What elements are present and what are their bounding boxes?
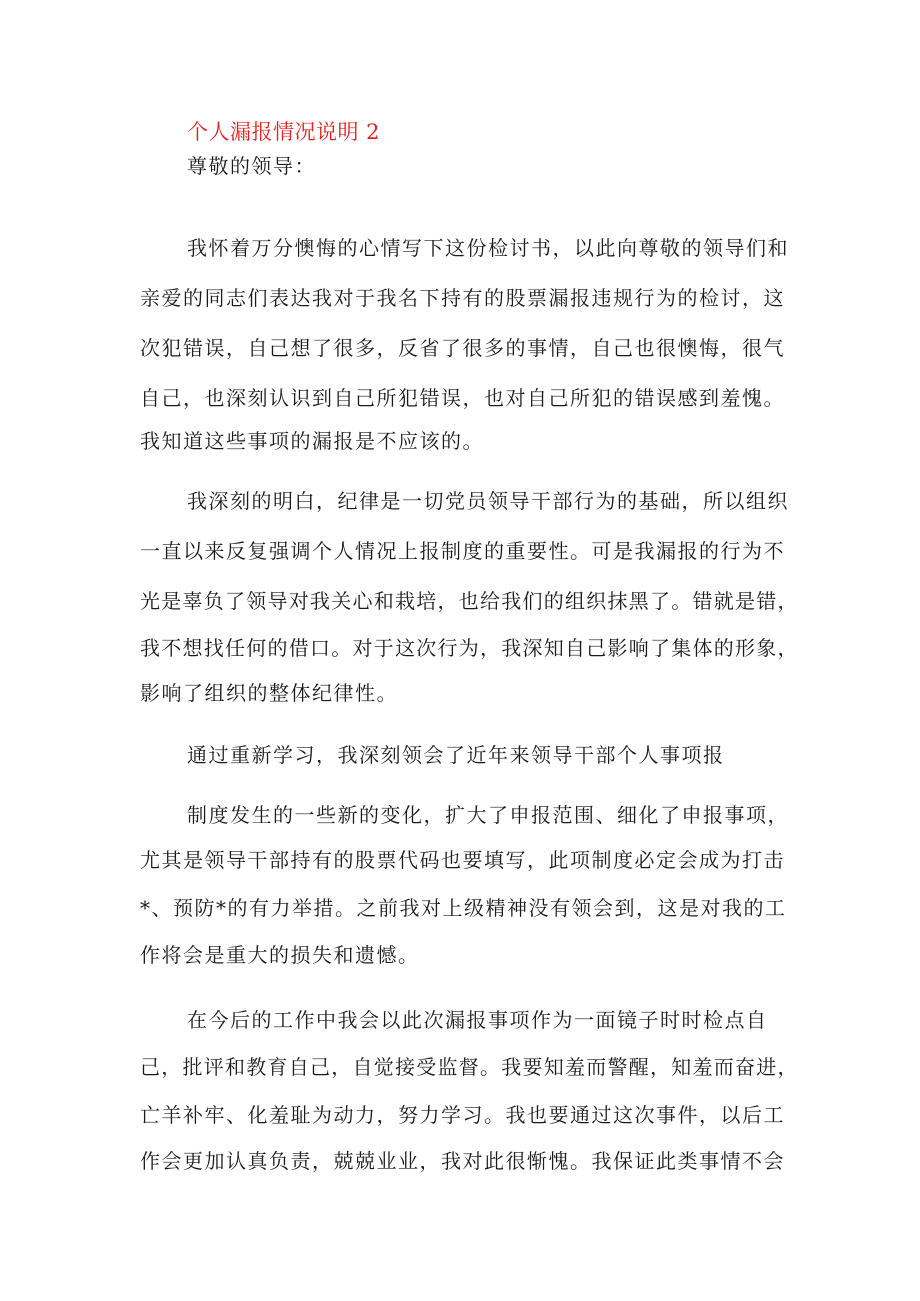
paragraph-line: 我深刻的明白，纪律是一切党员领导干部行为的基础，所以组织 (187, 489, 789, 513)
salutation: 尊敬的领导： (187, 154, 316, 178)
paragraph-line: 光是辜负了领导对我关心和栽培，也给我们的组织抹黑了。错就是错， (140, 589, 799, 613)
paragraph-line: 通过重新学习，我深刻领会了近年来领导干部个人事项报 (187, 743, 725, 767)
document-title: 个人漏报情况说明 2 (187, 120, 381, 144)
paragraph-line: *、预防*的有力举措。之前我对上级精神没有领会到，这是对我的工 (140, 896, 787, 920)
paragraph-line: 尤其是领导干部持有的股票代码也要填写，此项制度必定会成为打击 (140, 848, 785, 872)
paragraph-line: 制度发生的一些新的变化，扩大了申报范围、细化了申报事项， (187, 803, 789, 827)
paragraph-line: 我不想找任何的借口。对于这次行为，我深知自己影响了集体的形象， (140, 636, 799, 660)
paragraph-line: 作将会是重大的损失和遗憾。 (140, 943, 420, 967)
paragraph-line: 亲爱的同志们表达我对于我名下持有的股票漏报违规行为的检讨，这 (140, 286, 785, 310)
paragraph-line: 亡羊补牢、化羞耻为动力，努力学习。我也要通过这次事件，以后工 (140, 1103, 785, 1127)
paragraph-line: 我怀着万分懊悔的心情写下这份检讨书，以此向尊敬的领导们和 (187, 236, 789, 260)
paragraph-line: 影响了组织的整体纪律性。 (140, 681, 398, 705)
paragraph-line: 次犯错误，自己想了很多，反省了很多的事情，自己也很懊悔，很气 (140, 336, 785, 360)
paragraph-line: 在今后的工作中我会以此次漏报事项作为一面镜子时时检点自 (187, 1008, 768, 1032)
paragraph-line: 作会更加认真负责，兢兢业业，我对此很惭愧。我保证此类事情不会 (140, 1149, 785, 1173)
paragraph-line: 己，批评和教育自己，自觉接受监督。我要知羞而警醒，知羞而奋进， (140, 1055, 799, 1079)
paragraph-line: 一直以来反复强调个人情况上报制度的重要性。可是我漏报的行为不 (140, 539, 785, 563)
paragraph-line: 自己，也深刻认识到自己所犯错误，也对自己所犯的错误感到羞愧。 (140, 386, 785, 410)
paragraph-line: 我知道这些事项的漏报是不应该的。 (140, 429, 484, 453)
